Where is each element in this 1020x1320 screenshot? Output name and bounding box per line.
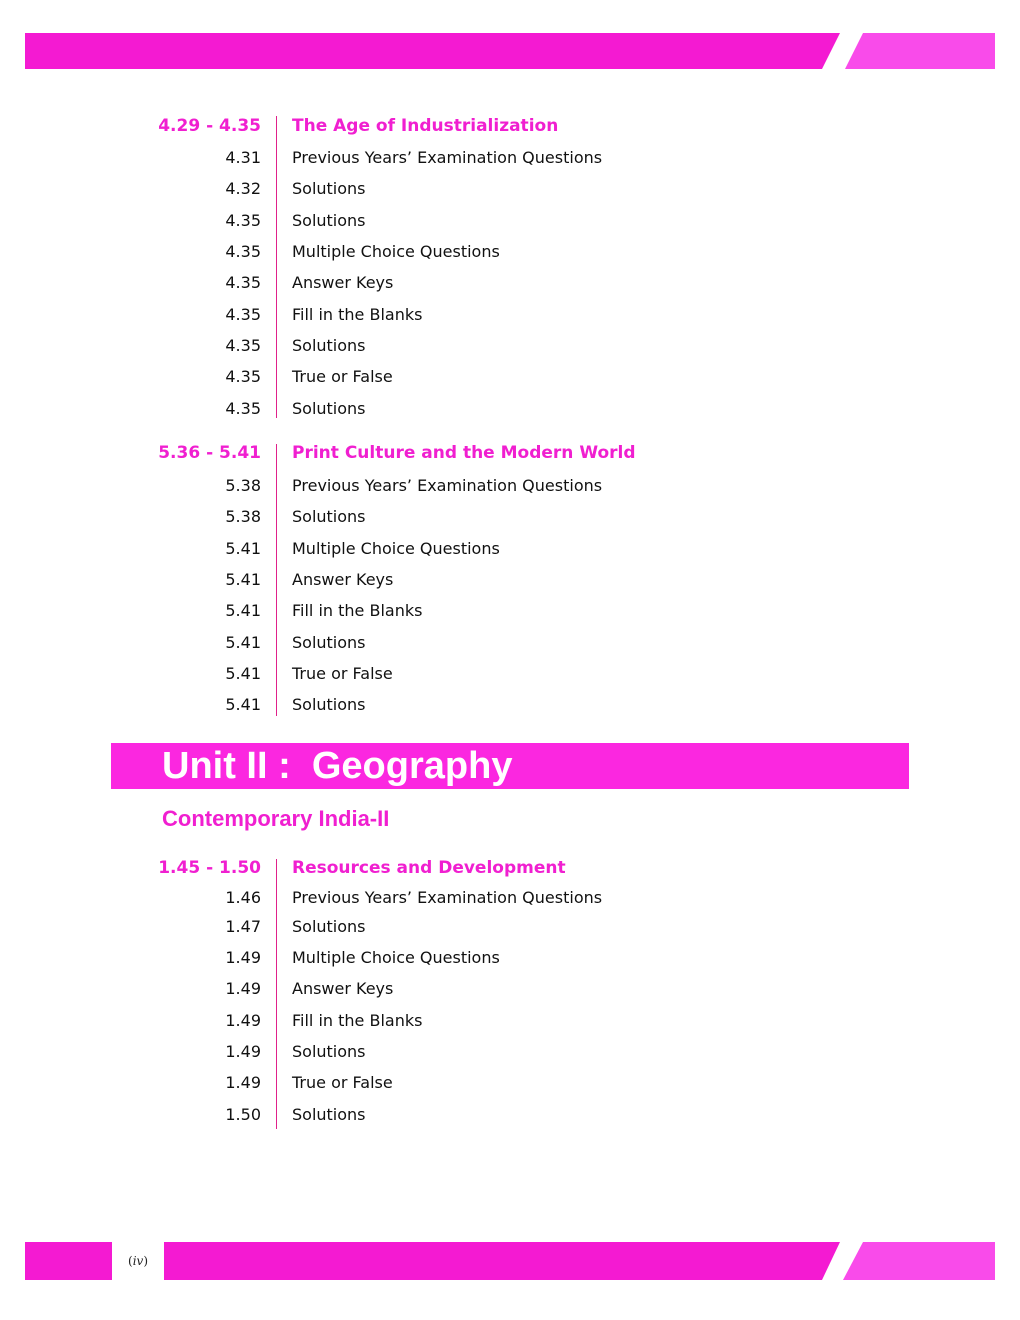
toc-entry[interactable] xyxy=(0,474,1020,498)
entry-page: 4.35 xyxy=(225,273,261,292)
entry-label: Solutions xyxy=(292,1042,366,1061)
toc-entry[interactable] xyxy=(0,177,1020,201)
entry-label: Answer Keys xyxy=(292,979,394,998)
toc-entry[interactable] xyxy=(0,693,1020,717)
entry-page: 4.35 xyxy=(225,211,261,230)
entry-label: Multiple Choice Questions xyxy=(292,948,500,967)
section-title: Print Culture and the Modern World xyxy=(292,443,636,463)
entry-label: Solutions xyxy=(292,336,366,355)
entry-label: Previous Years’ Examination Questions xyxy=(292,148,603,167)
entry-label: Solutions xyxy=(292,695,366,714)
toc-entry[interactable] xyxy=(0,397,1020,421)
entry-label: Solutions xyxy=(292,179,366,198)
toc-entry[interactable] xyxy=(0,886,1020,910)
entry-label: Solutions xyxy=(292,633,366,652)
unit-banner xyxy=(111,743,909,789)
toc-entry[interactable] xyxy=(0,1103,1020,1127)
entry-page: 5.41 xyxy=(225,695,261,714)
entry-page: 4.32 xyxy=(225,179,261,198)
toc-entry[interactable] xyxy=(0,915,1020,939)
toc-entry[interactable] xyxy=(0,631,1020,655)
entry-label: Fill in the Blanks xyxy=(292,601,423,620)
toc-entry[interactable] xyxy=(0,1009,1020,1033)
entry-label: Answer Keys xyxy=(292,273,394,292)
entry-page: 5.38 xyxy=(225,476,261,495)
unit-subtitle: Contemporary India-II xyxy=(162,806,390,831)
toc-entry[interactable] xyxy=(0,209,1020,233)
toc-entry[interactable] xyxy=(0,1040,1020,1064)
entry-page: 1.49 xyxy=(225,1011,261,1030)
entry-page: 4.35 xyxy=(225,305,261,324)
entry-page: 4.35 xyxy=(225,367,261,386)
page-number: ( iv ) xyxy=(112,1242,164,1280)
entry-page: 4.35 xyxy=(225,399,261,418)
unit-title: Unit II : Geography xyxy=(162,745,513,787)
entry-label: Fill in the Blanks xyxy=(292,305,423,324)
entry-label: Multiple Choice Questions xyxy=(292,242,500,261)
entry-page: 4.35 xyxy=(225,242,261,261)
entry-page: 1.49 xyxy=(225,1073,261,1092)
toc-entry[interactable] xyxy=(0,303,1020,327)
section-title: The Age of Industrialization xyxy=(292,116,559,136)
entry-page: 4.31 xyxy=(225,148,261,167)
entry-label: True or False xyxy=(292,367,393,386)
toc-entry[interactable] xyxy=(0,505,1020,529)
section-header[interactable] xyxy=(0,441,1020,465)
section-title: Resources and Development xyxy=(292,858,566,878)
entry-page: 4.35 xyxy=(225,336,261,355)
entry-page: 5.41 xyxy=(225,570,261,589)
section-header[interactable] xyxy=(0,114,1020,138)
entry-page: 5.41 xyxy=(225,539,261,558)
toc-entry[interactable] xyxy=(0,240,1020,264)
entry-label: Previous Years’ Examination Questions xyxy=(292,888,603,907)
toc-entry[interactable] xyxy=(0,334,1020,358)
bottom-footer-bar xyxy=(25,1242,995,1280)
entry-label: True or False xyxy=(292,1073,393,1092)
entry-label: Fill in the Blanks xyxy=(292,1011,423,1030)
entry-label: Solutions xyxy=(292,399,366,418)
entry-label: Solutions xyxy=(292,917,366,936)
page-number-value: iv xyxy=(132,1254,144,1268)
entry-label: Solutions xyxy=(292,507,366,526)
toc-entry[interactable] xyxy=(0,662,1020,686)
section-page-range: 5.36 - 5.41 xyxy=(158,443,261,463)
entry-page: 1.49 xyxy=(225,979,261,998)
entry-page: 5.38 xyxy=(225,507,261,526)
toc-entry[interactable] xyxy=(0,271,1020,295)
entry-page: 5.41 xyxy=(225,633,261,652)
toc-entry[interactable] xyxy=(0,568,1020,592)
entry-label: Previous Years’ Examination Questions xyxy=(292,476,603,495)
top-header-bar xyxy=(25,33,995,69)
entry-page: 5.41 xyxy=(225,664,261,683)
toc-entry[interactable] xyxy=(0,1071,1020,1095)
toc-entry[interactable] xyxy=(0,537,1020,561)
section-page-range: 4.29 - 4.35 xyxy=(158,116,261,136)
entry-label: True or False xyxy=(292,664,393,683)
entry-label: Solutions xyxy=(292,211,366,230)
section-page-range: 1.45 - 1.50 xyxy=(158,858,261,878)
toc-entry[interactable] xyxy=(0,977,1020,1001)
toc-entry[interactable] xyxy=(0,946,1020,970)
entry-label: Multiple Choice Questions xyxy=(292,539,500,558)
entry-page: 1.50 xyxy=(225,1105,261,1124)
entry-page: 5.41 xyxy=(225,601,261,620)
entry-page: 1.47 xyxy=(225,917,261,936)
toc-entry[interactable] xyxy=(0,365,1020,389)
entry-page: 1.49 xyxy=(225,1042,261,1061)
toc-entry[interactable] xyxy=(0,146,1020,170)
entry-page: 1.49 xyxy=(225,948,261,967)
entry-page: 1.46 xyxy=(225,888,261,907)
entry-label: Answer Keys xyxy=(292,570,394,589)
section-header[interactable] xyxy=(0,856,1020,880)
toc-entry[interactable] xyxy=(0,599,1020,623)
entry-label: Solutions xyxy=(292,1105,366,1124)
